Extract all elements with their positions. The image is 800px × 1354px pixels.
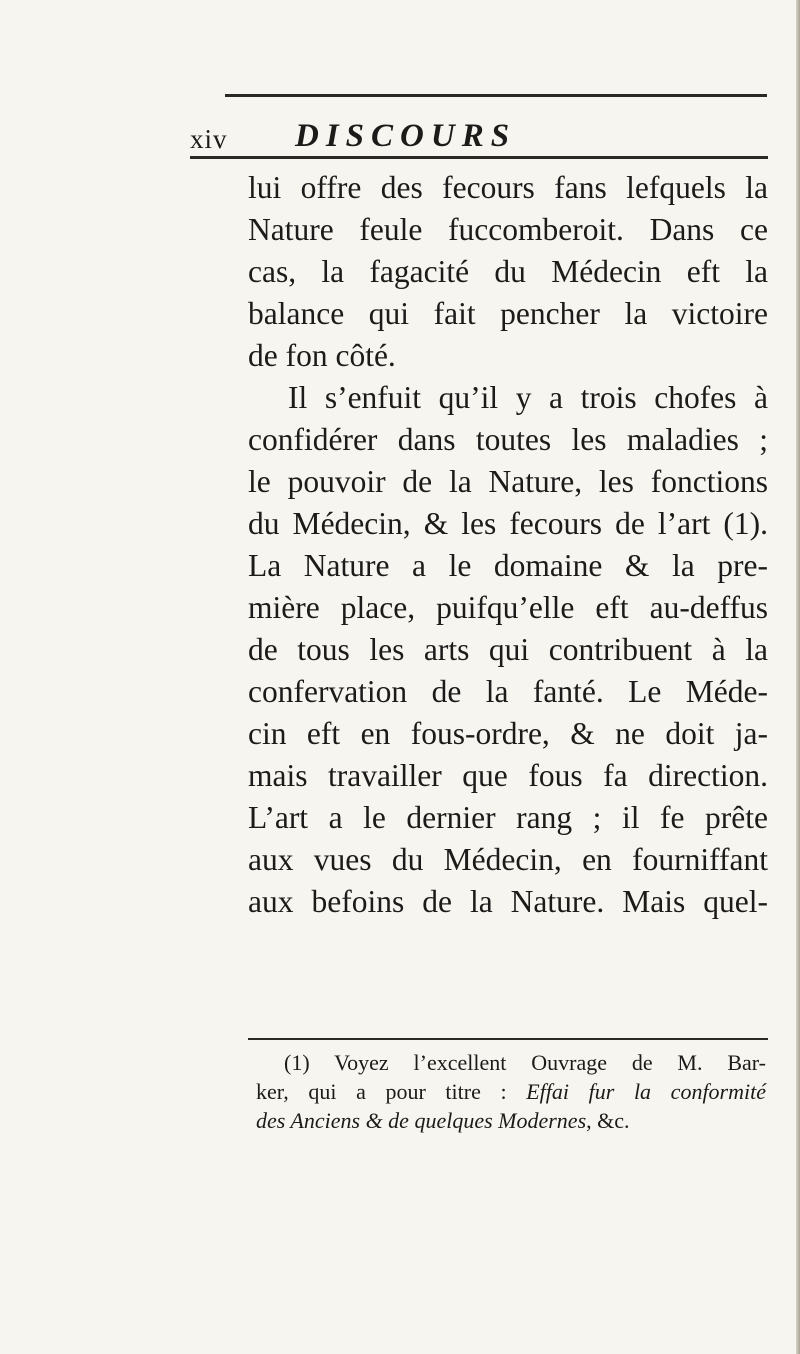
text-line: de fon côté. xyxy=(248,338,396,373)
text-line: cin eft en fous-ordre, & ne doit ja- xyxy=(248,716,768,751)
footnote-line xyxy=(256,1077,766,1106)
footnote xyxy=(256,1048,766,1135)
footnote-text: , &c. xyxy=(586,1108,630,1133)
text-line: Il s’enfuit qu’il y a trois chofes à xyxy=(288,380,768,415)
page-number: xiv xyxy=(190,124,228,154)
footnote-text: ker, qui a pour titre : xyxy=(256,1079,527,1104)
text-line: confidérer dans toutes les maladies ; xyxy=(248,422,768,457)
top-rule xyxy=(225,94,767,97)
text-line: de tous les arts qui contribuent à la xyxy=(248,632,768,667)
text-line: du Médecin, & les fecours de l’art (1). xyxy=(248,506,768,541)
text-line: aux befoins de la Nature. Mais quel- xyxy=(248,884,768,919)
footnote-rule xyxy=(248,1038,768,1040)
text-line: le pouvoir de la Nature, les fonctions xyxy=(248,464,768,499)
text-line: lui offre des fecours fans lefquels la xyxy=(248,170,768,205)
text-line: mière place, puifqu’elle eft au-deffus xyxy=(248,590,768,625)
text-line: aux vues du Médecin, en fourniffant xyxy=(248,842,768,877)
text-line: balance qui fait pencher la victoire xyxy=(248,296,768,331)
text-line: L’art a le dernier rang ; il fe prête xyxy=(248,800,768,835)
body-text xyxy=(248,167,768,923)
text-line: confervation de la fanté. Le Méde- xyxy=(248,674,768,709)
footnote-line xyxy=(256,1106,766,1135)
text-line: La Nature a le domaine & la pre- xyxy=(248,548,768,583)
text-line: Nature feule fuccomberoit. Dans ce xyxy=(248,212,768,247)
running-head: DISCOURS xyxy=(295,118,517,154)
page-header xyxy=(190,118,770,158)
header-rule xyxy=(190,156,768,159)
footnote-title: des Anciens & de quelques Modernes xyxy=(256,1108,587,1133)
footnote-line: (1) Voyez l’excellent Ouvrage de M. Bar- xyxy=(284,1050,766,1075)
text-line: mais travailler que fous fa direction. xyxy=(248,758,768,793)
text-line: cas, la fagacité du Médecin eft la xyxy=(248,254,768,289)
footnote-title: Effai fur la conformité xyxy=(526,1079,766,1104)
page-edge xyxy=(796,0,800,1354)
